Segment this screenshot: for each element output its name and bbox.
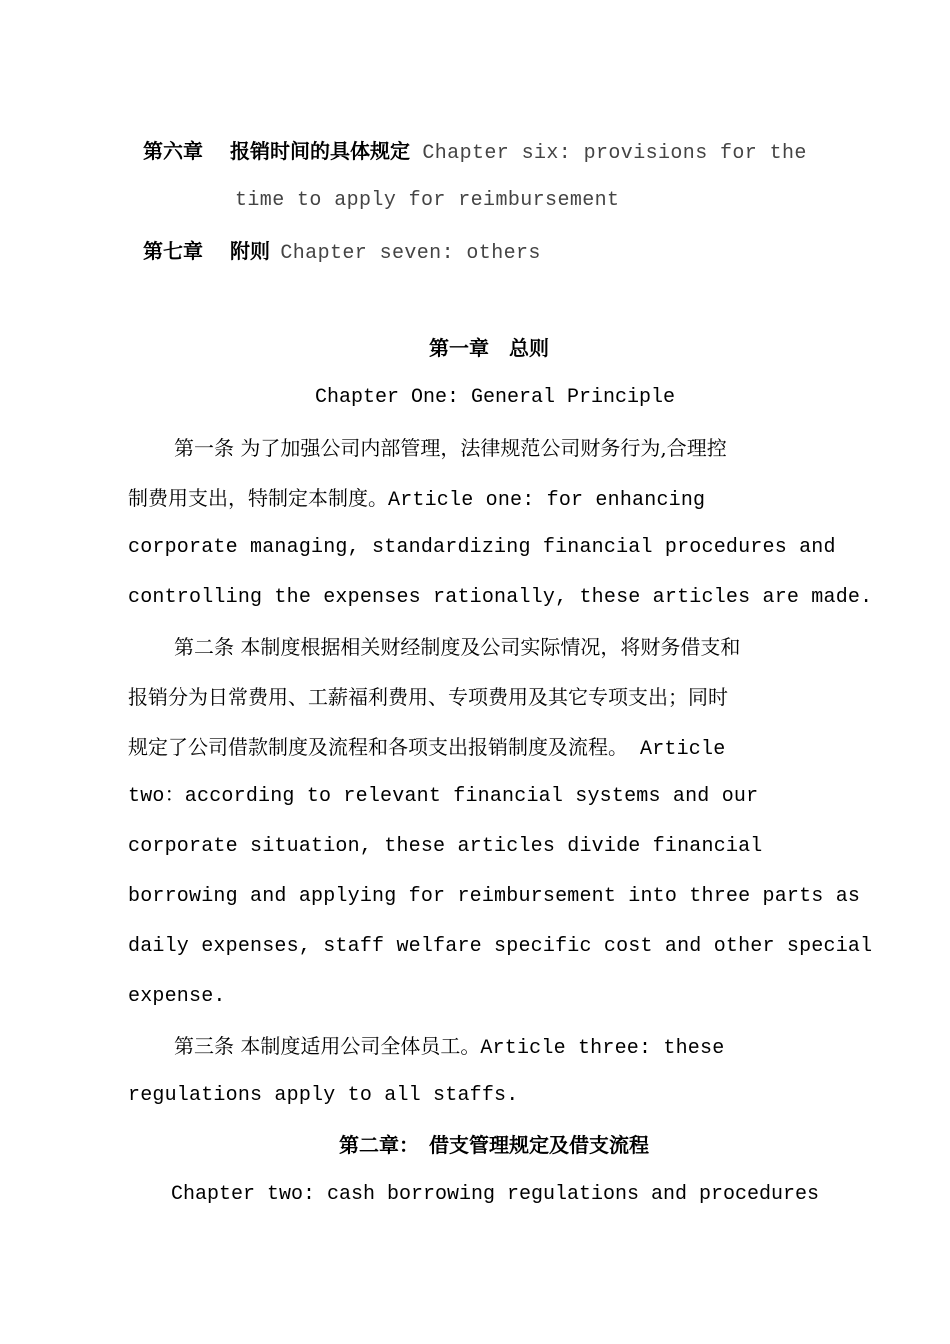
article-one-en-line: controlling the expenses rationally, these articles are made. — [128, 586, 873, 609]
toc-chapter-english: Chapter seven: others — [280, 242, 541, 265]
article-two-line-3 — [128, 732, 725, 762]
article-one-cn-text: 制费用支出，特制定本制度。 — [128, 486, 388, 510]
article-two-cn-line: 报销分为日常费用、工薪福利费用、专项费用及其它专项支出；同时 — [128, 685, 728, 709]
article-two-en-line: corporate situation, these articles divide financial — [128, 835, 763, 858]
article-two-en-line: borrowing and applying for reimbursement into three parts as — [128, 885, 861, 908]
chapter-two-heading-cn: 第二章： 借支管理规定及借支流程 — [339, 1133, 649, 1157]
chapter-one-heading-en: Chapter One: General Principle — [314, 386, 676, 409]
chapter-two-heading-en: Chapter two: cash borrowing regulations and procedures — [170, 1183, 820, 1206]
article-two-cn-text: 规定了公司借款制度及流程和各项支出报销制度及流程。 — [128, 735, 628, 759]
article-three-en-line: regulations apply to all staffs. — [128, 1084, 519, 1107]
article-three-line-1 — [174, 1031, 724, 1061]
article-two-cn-line: 第二条 本制度根据相关财经制度及公司实际情况，将财务借支和 — [174, 635, 741, 659]
article-two-en-line: daily expenses, staff welfare specific cost and other special — [128, 935, 873, 958]
article-two-en-line: two：according to relevant financial systems and our — [128, 785, 759, 808]
toc-chapter-number: 第六章 — [143, 139, 203, 163]
toc-chapter-english-continued: time to apply for reimbursement — [235, 189, 620, 212]
article-one-en-text: Article one: for enhancing — [388, 489, 706, 512]
toc-chapter-number: 第七章 — [143, 239, 203, 263]
article-two-en-line: expense. — [128, 985, 226, 1008]
article-one-cn-line: 第一条 为了加强公司内部管理，法律规范公司财务行为,合理控 — [174, 436, 727, 460]
toc-chapter-english: Chapter six: provisions for the — [422, 142, 807, 165]
toc-item-chapter-six — [143, 136, 807, 166]
chapter-one-heading-cn: 第一章 总则 — [429, 336, 549, 360]
toc-item-chapter-seven — [143, 236, 541, 266]
article-three-en-text: Article three: these — [480, 1037, 725, 1060]
article-two-en-text: Article — [640, 738, 726, 761]
toc-chapter-title: 附则 — [230, 239, 270, 263]
toc-chapter-title: 报销时间的具体规定 — [230, 139, 410, 163]
article-one-en-line: corporate managing, standardizing financial procedures and — [128, 536, 836, 559]
article-one-line-2 — [128, 483, 705, 513]
article-three-cn-text: 第三条 本制度适用公司全体员工。 — [174, 1034, 481, 1058]
